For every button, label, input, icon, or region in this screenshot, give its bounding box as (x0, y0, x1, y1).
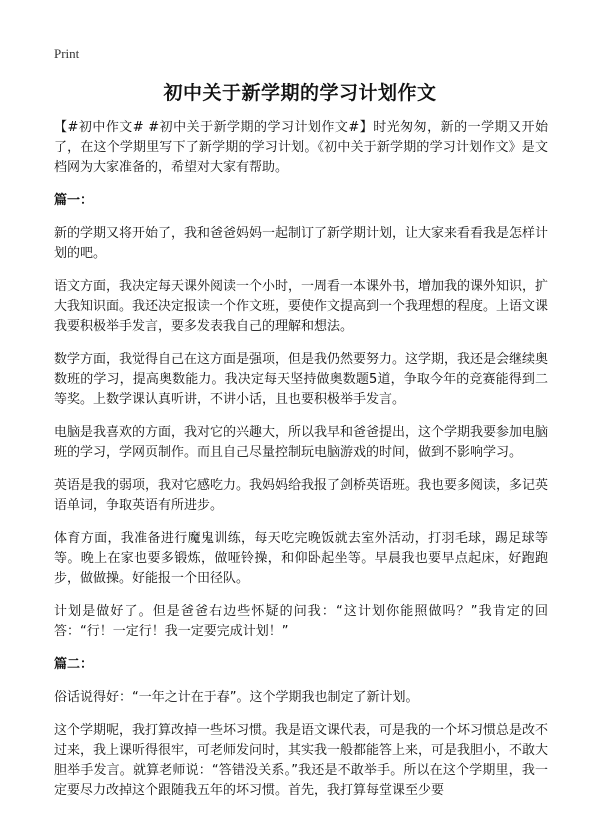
paragraph: 数学方面，我觉得自己在这方面是强项，但是我仍然要努力。这学期，我还是会继续奥数班的学习，提高奥数能力。我决定每天坚持做奥数题5道，争取今年的竞赛能得到二等奖。上数学课认真听讲，不讲小话，且也要积极举手发言。 (54, 352, 549, 407)
print-label: Print (54, 46, 80, 61)
paragraph: 体育方面，我准备进行魔鬼训练，每天吃完晚饭就去室外活动，打羽毛球，踢足球等等。晚上在家也要多锻炼，做哑铃操，和仰卧起坐等。早晨我也要早点起床，好跑跑步，做做操。好能报一个田径队。 (54, 531, 548, 586)
paragraph: 语文方面，我决定每天课外阅读一个小时，一周看一本课外书，增加我的课外知识，扩大我知识面。我还决定报读一个作文班，要使作文提高到一个我理想的程度。上语文课我要积极举手发言，要多发表我自己的理解和想法。 (54, 279, 549, 334)
section-heading-1: 篇一： (54, 193, 94, 208)
paragraph: 新的学期又将开始了，我和爸爸妈妈一起制订了新学期计划，让大家来看看我是怎样计划的吧。 (54, 226, 549, 261)
paragraph: 计划是做好了。但是爸爸右边些怀疑的问我：“这计划你能照做吗？”我肯定的回答：“行！一定行！我一定要完成计划！” (54, 604, 548, 639)
paragraph: 电脑是我喜欢的方面，我对它的兴趣大，所以我早和爸爸提出，这个学期我要参加电脑班的学习，学网页制作。而且自己尽量控制玩电脑游戏的时间，做到不影响学习。 (54, 425, 549, 460)
document-body (54, 118, 548, 814)
document-title: 初中关于新学期的学习计划作文 (163, 82, 437, 104)
paragraph: 英语是我的弱项，我对它感吃力。我妈妈给我报了剑桥英语班。我也要多阅读，多记英语单词，争取英语有所进步。 (54, 478, 549, 513)
intro-paragraph: 【#初中作文# #初中关于新学期的学习计划作文#】时光匆匆，新的一学期又开始了，在这个学期里写下了新学期的学习计划。《初中关于新学期的学习计划作文》是文档网为大家准备的，希望对大家有帮助。 (54, 120, 548, 175)
section-heading-2: 篇二： (54, 657, 94, 672)
paragraph: 俗话说得好：“一年之计在于春”。这个学期我也制定了新计划。 (54, 690, 419, 705)
paragraph: 这个学期呢，我打算改掉一些坏习惯。我是语文课代表，可是我的一个坏习惯总是改不过来，我上课听得很牢，可老师发问时，其实我一般都能答上来，可是我胆小，不敢大胆举手发言。就算老师说：“答错没关系。”我还是不敢举手。所以在这个学期里，我一定要尽力改掉这个跟随我五年的坏习惯。首先，我打算每堂课至少要 (54, 723, 549, 798)
